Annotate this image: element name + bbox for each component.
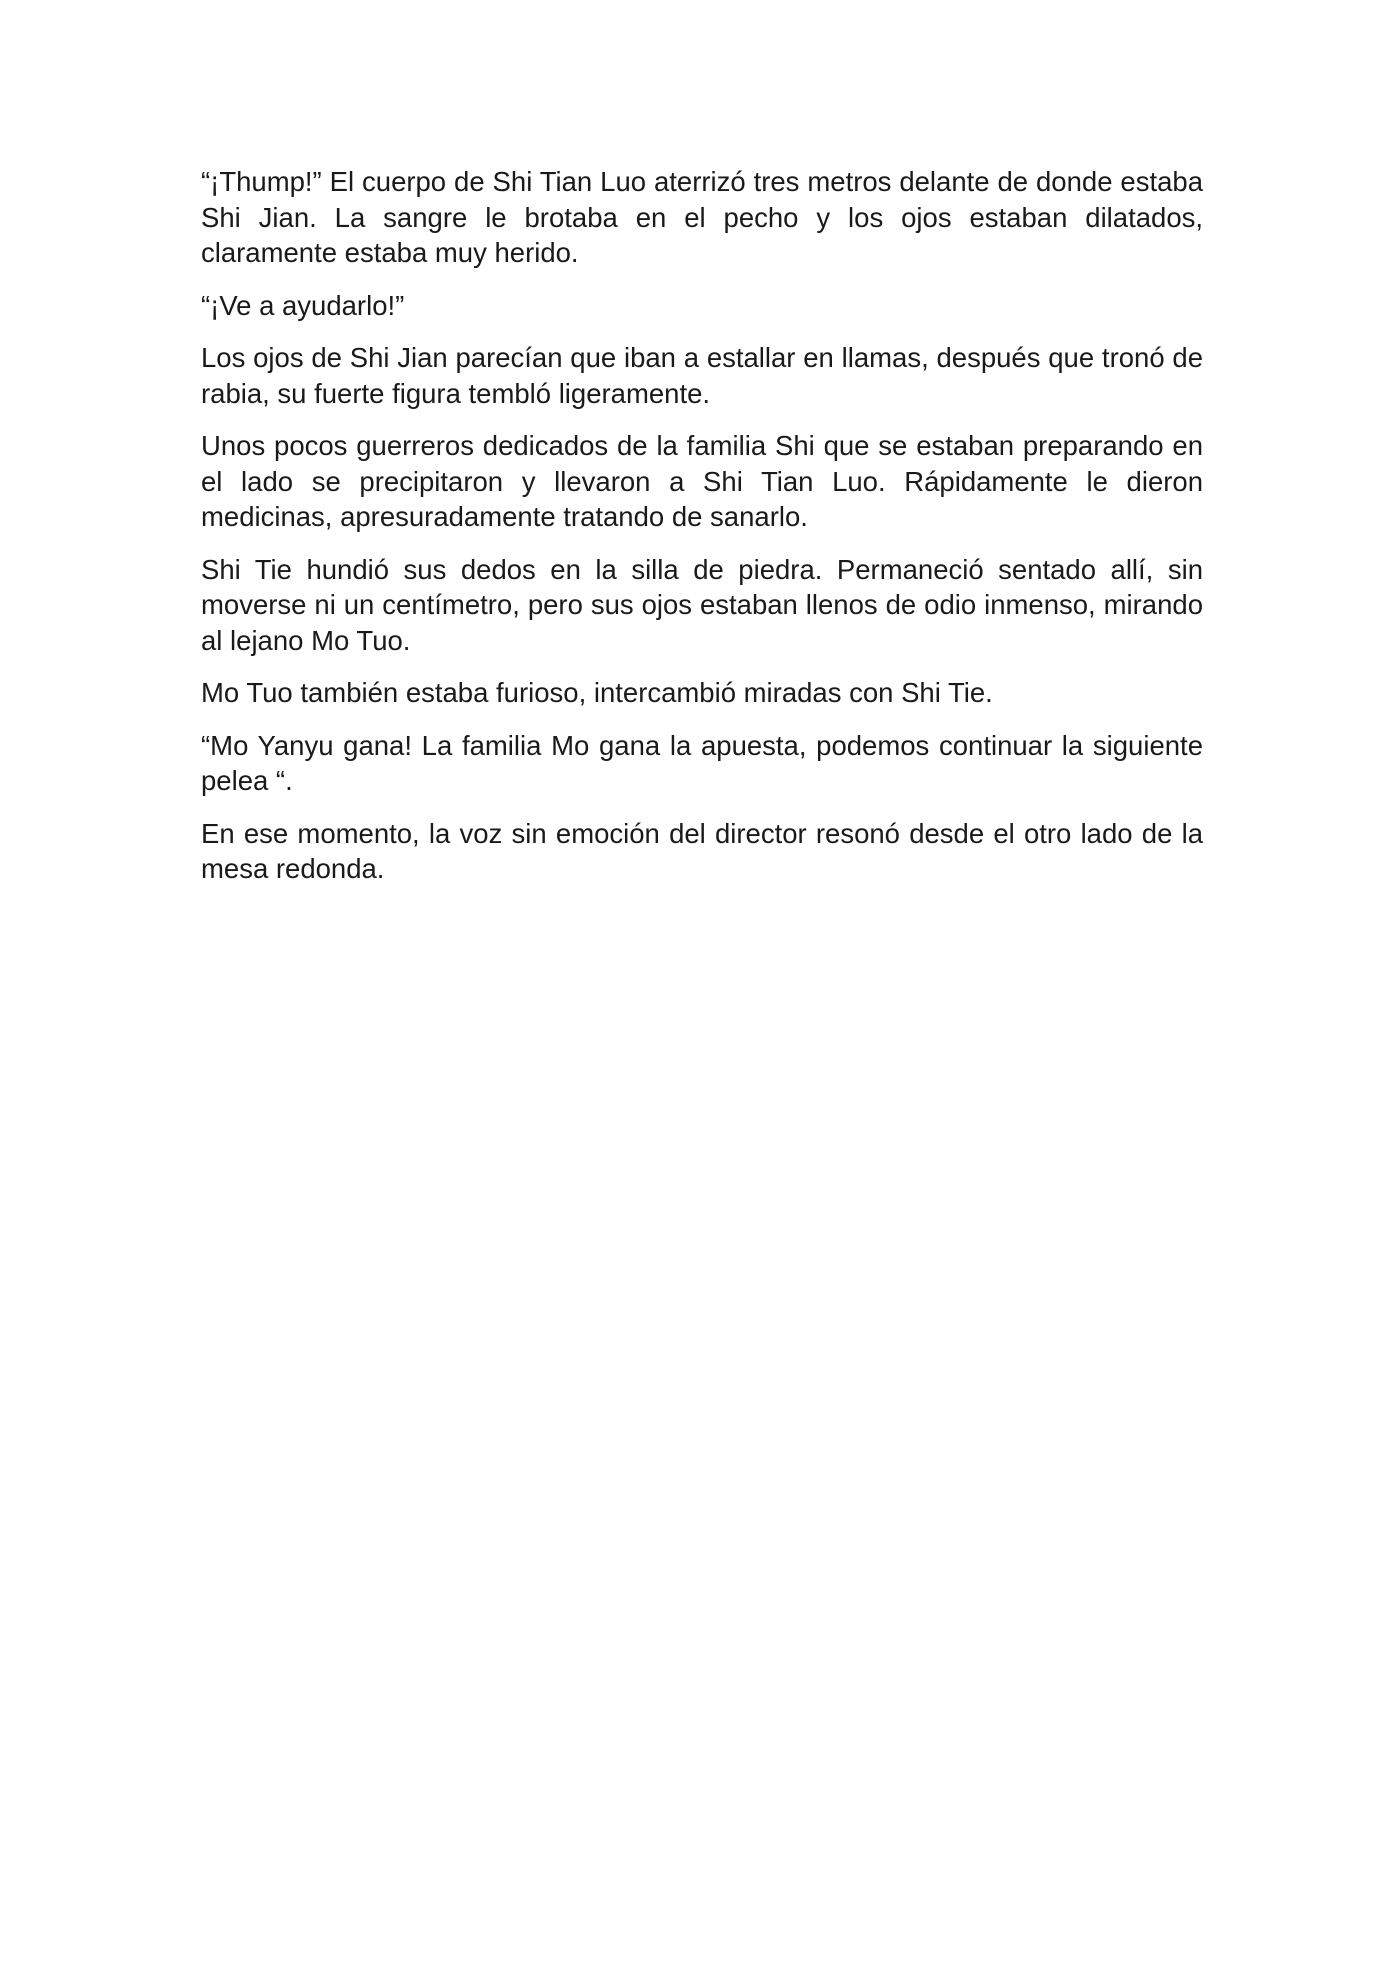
paragraph: Unos pocos guerreros dedicados de la familia Shi que se estaban preparando en el lado se precipitaron y llevaron a Shi Tian Luo. Rápidamente le dieron medicinas, apresuradamente tratando de sanarlo. — [201, 430, 1203, 532]
paragraph: En ese momento, la voz sin emoción del director resonó desde el otro lado de la mesa redonda. — [201, 817, 1203, 884]
paragraph: Shi Tie hundió sus dedos en la silla de piedra. Permaneció sentado allí, sin moverse ni un centímetro, pero sus ojos estaban llenos de odio inmenso, mirando al lejano Mo Tuo. — [201, 553, 1203, 656]
body-text — [201, 164, 1203, 904]
paragraph: “Mo Yanyu gana! La familia Mo gana la apuesta, podemos continuar la siguiente pelea “. — [201, 729, 1203, 796]
paragraph: “¡Ve a ayudarlo!” — [201, 289, 405, 321]
paragraph: Los ojos de Shi Jian parecían que iban a estallar en llamas, después que tronó de rabia, su fuerte figura tembló ligeramente. — [201, 342, 1203, 409]
paragraph: “¡Thump!” El cuerpo de Shi Tian Luo aterrizó tres metros delante de donde estaba Shi Jian. La sangre le brotaba en el pecho y los ojos estaban dilatados, claramente estaba muy herido. — [201, 166, 1203, 268]
paragraph: Mo Tuo también estaba furioso, intercambió miradas con Shi Tie. — [201, 677, 993, 708]
